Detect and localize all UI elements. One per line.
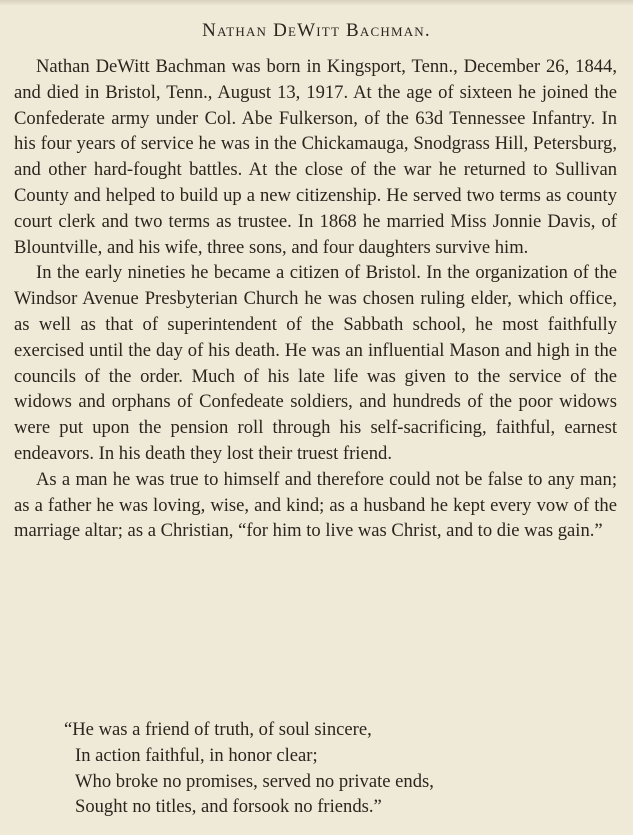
biography-text [14,54,617,544]
paragraph-3: As a man he was true to himself and therefore could not be false to any man; as a father he was loving, wise, and kind; as a husband he kept every vow of the marriage altar; as a Christian, “for him to live was Christ, and to die was gain.” [14,468,617,542]
poem-line-3: Who broke no promises, served no private ends, [75,770,434,792]
page-top-edge [0,0,633,6]
poem-line-1: “He was a friend of truth, of soul sincere, [64,719,372,740]
poem-quote [64,717,604,820]
paragraph-2: In the early nineties he became a citizen of Bristol. In the organization of the Windsor Avenue Presbyterian Church he was chosen ruling elder, which office, as well as that of superintendent of the Sabbath school, he most faithfully exercised until the day of his death. He was an influential Mason and high in the councils of the order. Much of his late life was given to the service of the widows and orphans of Confedeate soldiers, and hundreds of the poor widows were put upon the pension roll through his self-sacrificing, faithful, earnest endeavors. In his death they lost their truest friend. [14,262,617,464]
poem-line-4: Sought no titles, and forsook no friends.” [75,796,382,818]
poem-line-2: In action faithful, in honor clear; [75,744,318,766]
page-title: Nathan DeWitt Bachman. [202,20,431,41]
paragraph-1: Nathan DeWitt Bachman was born in Kingsport, Tenn., December 26, 1844, and died in Bristol, Tenn., August 13, 1917. At the age of sixteen he joined the Confederate army under Col. Abe Fulkerson, of the 63d Tennessee Infantry. In his four years of service he was in the Chickamauga, Snodgrass Hill, Petersburg, and other hard-fought battles. At the close of the war he returned to Sullivan County and helped to build up a new citizenship. He served two terms as county court clerk and two terms as trustee. In 1868 he married Miss Jonnie Davis, of Blountville, and his wife, three sons, and four daughters survive him. [14,56,617,258]
